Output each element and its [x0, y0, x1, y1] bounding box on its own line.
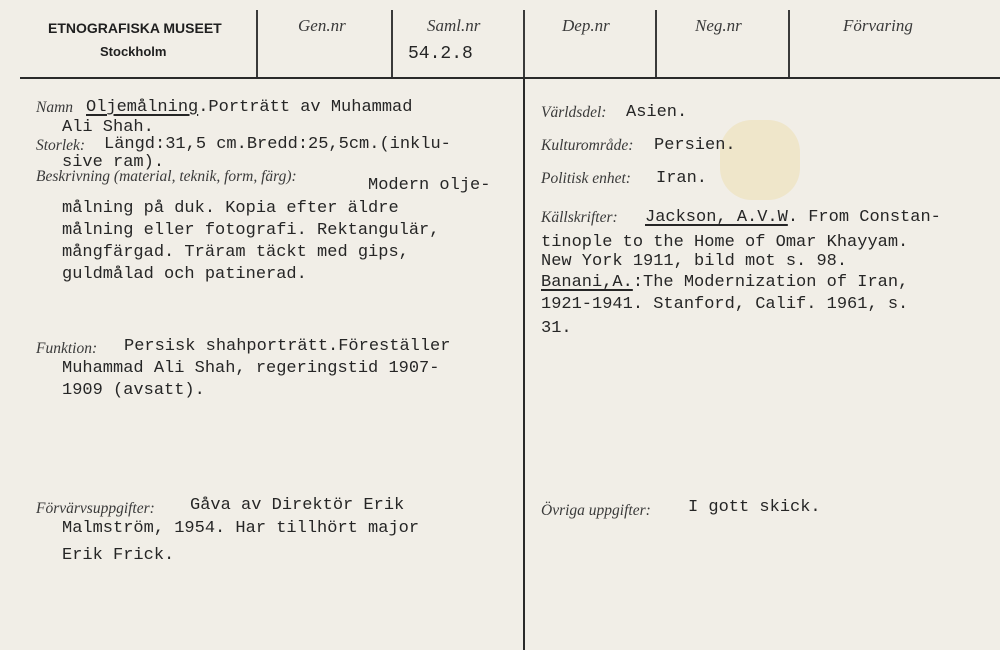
storlek-value: Längd:31,5 cm.Bredd:25,5cm.(inklu- — [104, 135, 451, 154]
namn-label: Namn — [36, 99, 74, 116]
storlek-label: Storlek: — [36, 137, 86, 154]
funktion-label: Funktion: — [36, 340, 98, 357]
institution-name: ETNOGRAFISKA MUSEET — [48, 20, 222, 36]
beskrivning-line: mångfärgad. Träram täckt med gips, — [62, 243, 409, 262]
beskrivning-line: guldmålad och patinerad. — [62, 265, 307, 284]
forvarv-line: Malmström, 1954. Har tillhört major — [62, 519, 420, 538]
forvarv-line: Gåva av Direktör Erik — [190, 496, 405, 515]
varldsdel-value: Asien. — [626, 103, 688, 122]
kallskrifter-line: Jackson, A.V.W. From Constan- — [645, 208, 941, 227]
gen-nr-label: Gen.nr — [298, 16, 346, 35]
beskrivning-line: Modern olje- — [368, 176, 491, 195]
beskrivning-line: målning på duk. Kopia efter äldre — [62, 199, 399, 218]
ovriga-uppgifter-label: Övriga uppgifter: — [541, 502, 651, 519]
header-divider — [655, 10, 657, 77]
column-divider — [523, 77, 525, 650]
forvarvsuppgifter-label: Förvärvsuppgifter: — [36, 500, 155, 517]
funktion-line: Muhammad Ali Shah, regeringstid 1907- — [62, 359, 440, 378]
kallskrifter-line: New York 1911, bild mot s. 98. — [541, 252, 848, 271]
funktion-line: 1909 (avsatt). — [62, 381, 205, 400]
header-divider — [788, 10, 790, 77]
ovriga-uppgifter-value: I gott skick. — [688, 498, 821, 517]
forvaring-label: Förvaring — [843, 16, 913, 35]
kallskrifter-line: Banani,A.:The Modernization of Iran, — [541, 273, 909, 292]
saml-nr-label: Saml.nr — [427, 16, 481, 35]
kulturomrade-label: Kulturområde: — [541, 137, 634, 154]
kallskrifter-line: 31. — [541, 319, 572, 338]
kallskrifter-line: 1921-1941. Stanford, Calif. 1961, s. — [541, 295, 909, 314]
paper-stain — [720, 120, 800, 200]
header-divider — [391, 10, 393, 77]
header-divider — [256, 10, 258, 77]
saml-nr-value: 54.2.8 — [408, 44, 473, 64]
kulturomrade-value: Persien. — [654, 136, 736, 155]
storlek-value-cont: sive ram). — [62, 153, 165, 172]
header-rule — [20, 77, 1000, 79]
namn-value-cont: Ali Shah. — [62, 118, 154, 137]
institution-city: Stockholm — [100, 44, 167, 59]
neg-nr-label: Neg.nr — [695, 16, 742, 35]
dep-nr-label: Dep.nr — [562, 16, 610, 35]
beskrivning-label: Beskrivning (material, teknik, form, färg): — [36, 168, 297, 185]
forvarv-line: Erik Frick. — [62, 546, 175, 565]
politisk-enhet-label: Politisk enhet: — [541, 170, 631, 187]
namn-value: Oljemålning.Porträtt av Muhammad — [86, 98, 413, 117]
beskrivning-line: målning eller fotografi. Rektangulär, — [62, 221, 440, 240]
politisk-enhet-value: Iran. — [656, 169, 708, 188]
varldsdel-label: Världsdel: — [541, 104, 607, 121]
header-divider — [523, 10, 525, 77]
kallskrifter-line: tinople to the Home of Omar Khayyam. — [541, 233, 909, 252]
kallskrifter-label: Källskrifter: — [541, 209, 618, 226]
funktion-line: Persisk shahporträtt.Föreställer — [124, 337, 451, 356]
